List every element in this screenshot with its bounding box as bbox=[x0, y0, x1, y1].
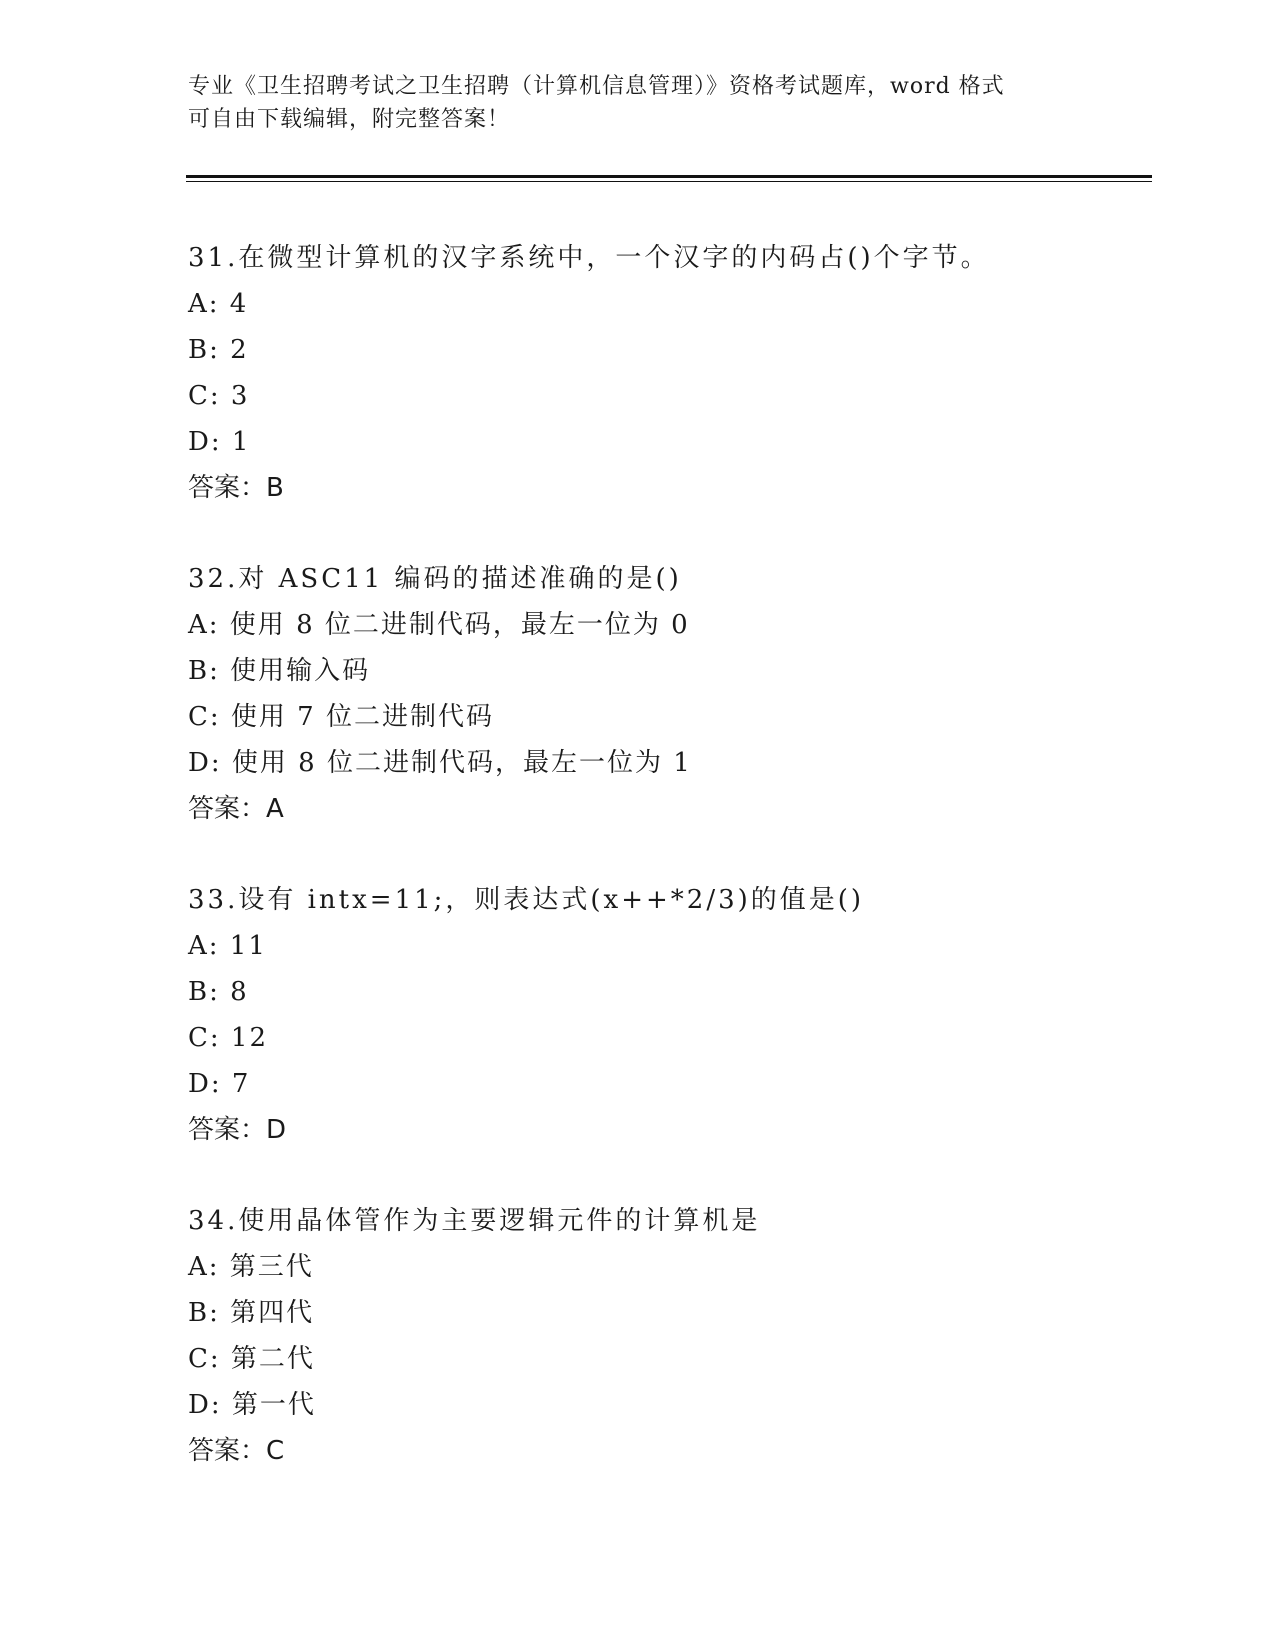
option-c: C: 12 bbox=[188, 1023, 269, 1053]
question-33 bbox=[188, 877, 1148, 1153]
option-d: D: 7 bbox=[188, 1069, 251, 1099]
option-b: B: 第四代 bbox=[188, 1298, 315, 1328]
option-c: C: 第二代 bbox=[188, 1344, 315, 1374]
header-divider-thick bbox=[186, 175, 1152, 178]
option-b: B: 使用输入码 bbox=[188, 656, 371, 686]
question-31 bbox=[188, 235, 1148, 511]
option-d: D: 使用 8 位二进制代码，最左一位为 1 bbox=[188, 748, 692, 778]
answer-line: 答案：B bbox=[188, 473, 284, 503]
question-stem: 33.设有 intx=11;，则表达式(x++*2/3)的值是() bbox=[188, 885, 865, 915]
option-b: B: 2 bbox=[188, 335, 249, 365]
option-c: C: 使用 7 位二进制代码 bbox=[188, 702, 494, 732]
option-a: A: 11 bbox=[188, 931, 267, 961]
option-b: B: 8 bbox=[188, 977, 249, 1007]
document-header bbox=[188, 70, 1088, 136]
answer-line: 答案：C bbox=[188, 1436, 285, 1466]
question-stem: 34.使用晶体管作为主要逻辑元件的计算机是 bbox=[188, 1206, 761, 1236]
header-line-1: 专业《卫生招聘考试之卫生招聘（计算机信息管理）》资格考试题库，word 格式 bbox=[188, 74, 1005, 99]
option-d: D: 第一代 bbox=[188, 1390, 316, 1420]
header-line-2: 可自由下载编辑，附完整答案！ bbox=[188, 107, 511, 132]
answer-line: 答案：A bbox=[188, 794, 284, 824]
option-d: D: 1 bbox=[188, 427, 251, 457]
question-stem: 31.在微型计算机的汉字系统中，一个汉字的内码占()个字节。 bbox=[188, 243, 990, 273]
question-34 bbox=[188, 1198, 1148, 1474]
answer-line: 答案：D bbox=[188, 1115, 287, 1145]
option-a: A: 4 bbox=[188, 289, 249, 319]
option-a: A: 使用 8 位二进制代码，最左一位为 0 bbox=[188, 610, 690, 640]
option-a: A: 第三代 bbox=[188, 1252, 314, 1282]
option-c: C: 3 bbox=[188, 381, 250, 411]
question-32 bbox=[188, 556, 1148, 832]
header-divider-thin bbox=[186, 181, 1152, 182]
question-stem: 32.对 ASC11 编码的描述准确的是() bbox=[188, 564, 682, 594]
